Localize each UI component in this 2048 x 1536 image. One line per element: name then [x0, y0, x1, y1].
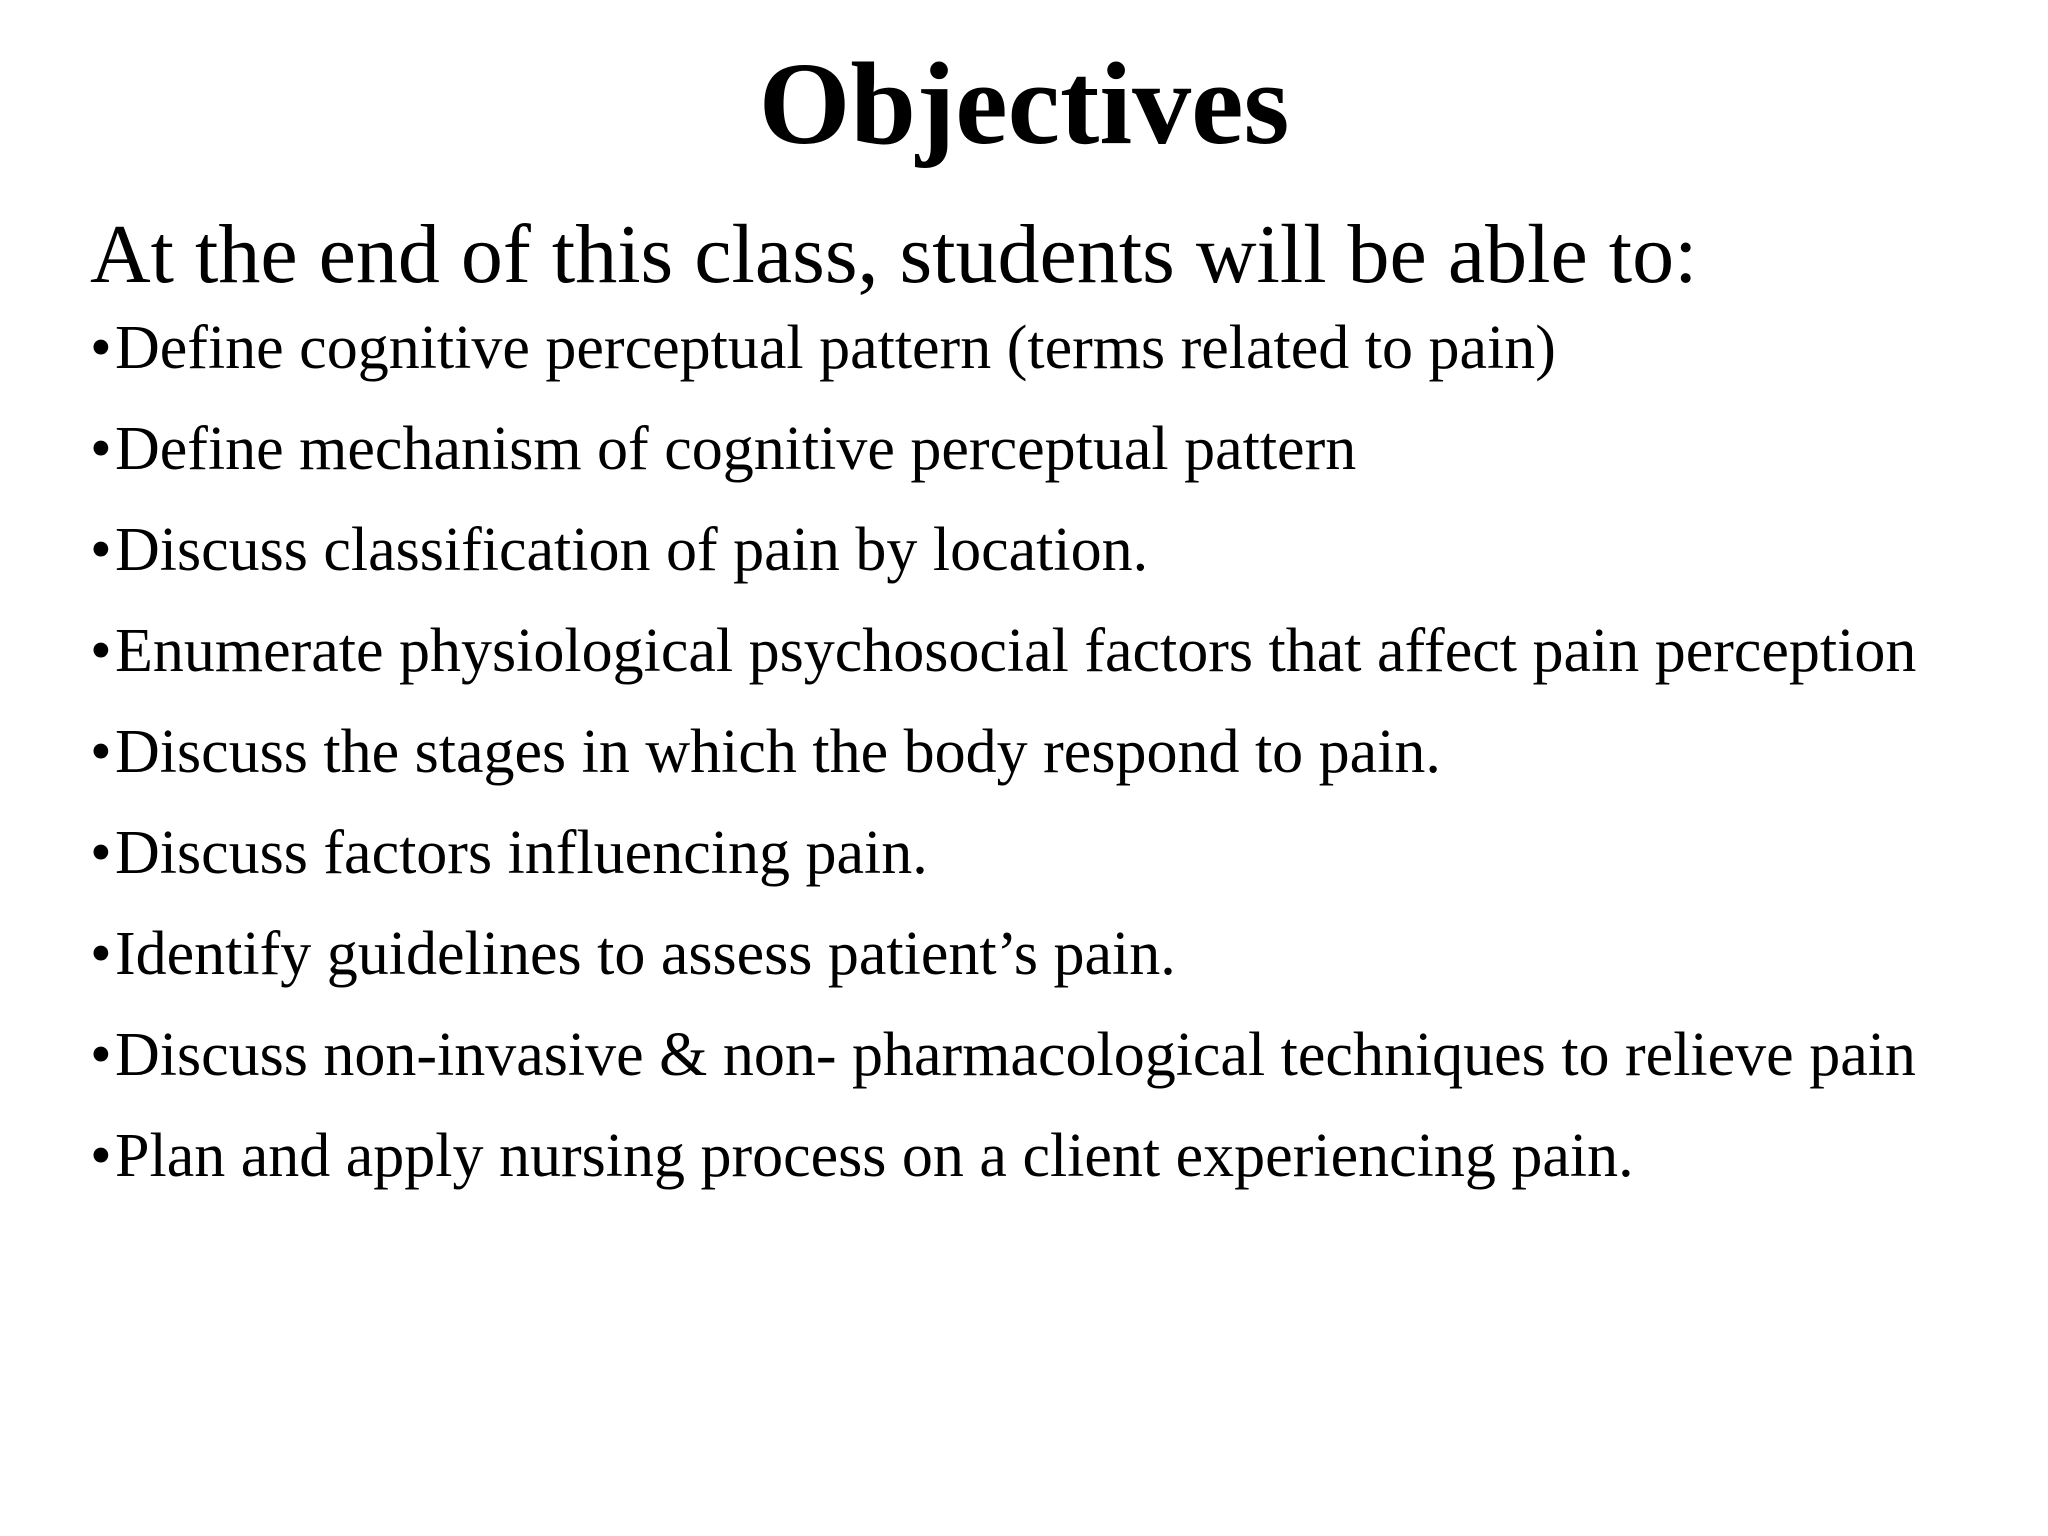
objective-text: Discuss factors influencing pain. [115, 819, 928, 887]
objective-item [90, 617, 2010, 685]
objective-item [90, 718, 2010, 786]
bullet-icon: • [90, 1122, 112, 1190]
objective-item [90, 1122, 2010, 1190]
bullet-icon: • [90, 718, 112, 786]
bullet-icon: • [90, 920, 112, 988]
objective-text: Discuss classification of pain by location. [115, 516, 1149, 584]
bullet-icon: • [90, 516, 112, 584]
objective-item [90, 920, 2010, 988]
slide-intro: At the end of this class, students will be able to: [90, 208, 1698, 301]
slide-title: Objectives [758, 38, 1290, 169]
objective-item [90, 1021, 2010, 1089]
objective-text: Define mechanism of cognitive perceptual pattern [115, 415, 1357, 483]
objective-text: Discuss the stages in which the body respond to pain. [115, 718, 1441, 786]
bullet-icon: • [90, 415, 112, 483]
objective-text: Enumerate physiological psychosocial factors that affect pain perception [115, 617, 1917, 685]
objective-text: Identify guidelines to assess patient’s pain. [115, 920, 1176, 988]
bullet-icon: • [90, 1021, 112, 1089]
objective-text: Define cognitive perceptual pattern (terms related to pain) [115, 314, 1556, 382]
objective-item [90, 415, 2010, 483]
objective-text: Plan and apply nursing process on a client experiencing pain. [115, 1122, 1634, 1190]
objective-text: Discuss non-invasive & non- pharmacological techniques to relieve pain [115, 1021, 1916, 1089]
objective-item [90, 516, 2010, 584]
bullet-icon: • [90, 617, 112, 685]
objectives-list [90, 314, 2010, 1229]
objective-item [90, 819, 2010, 887]
bullet-icon: • [90, 819, 112, 887]
objective-item [90, 314, 2010, 382]
bullet-icon: • [90, 314, 112, 382]
